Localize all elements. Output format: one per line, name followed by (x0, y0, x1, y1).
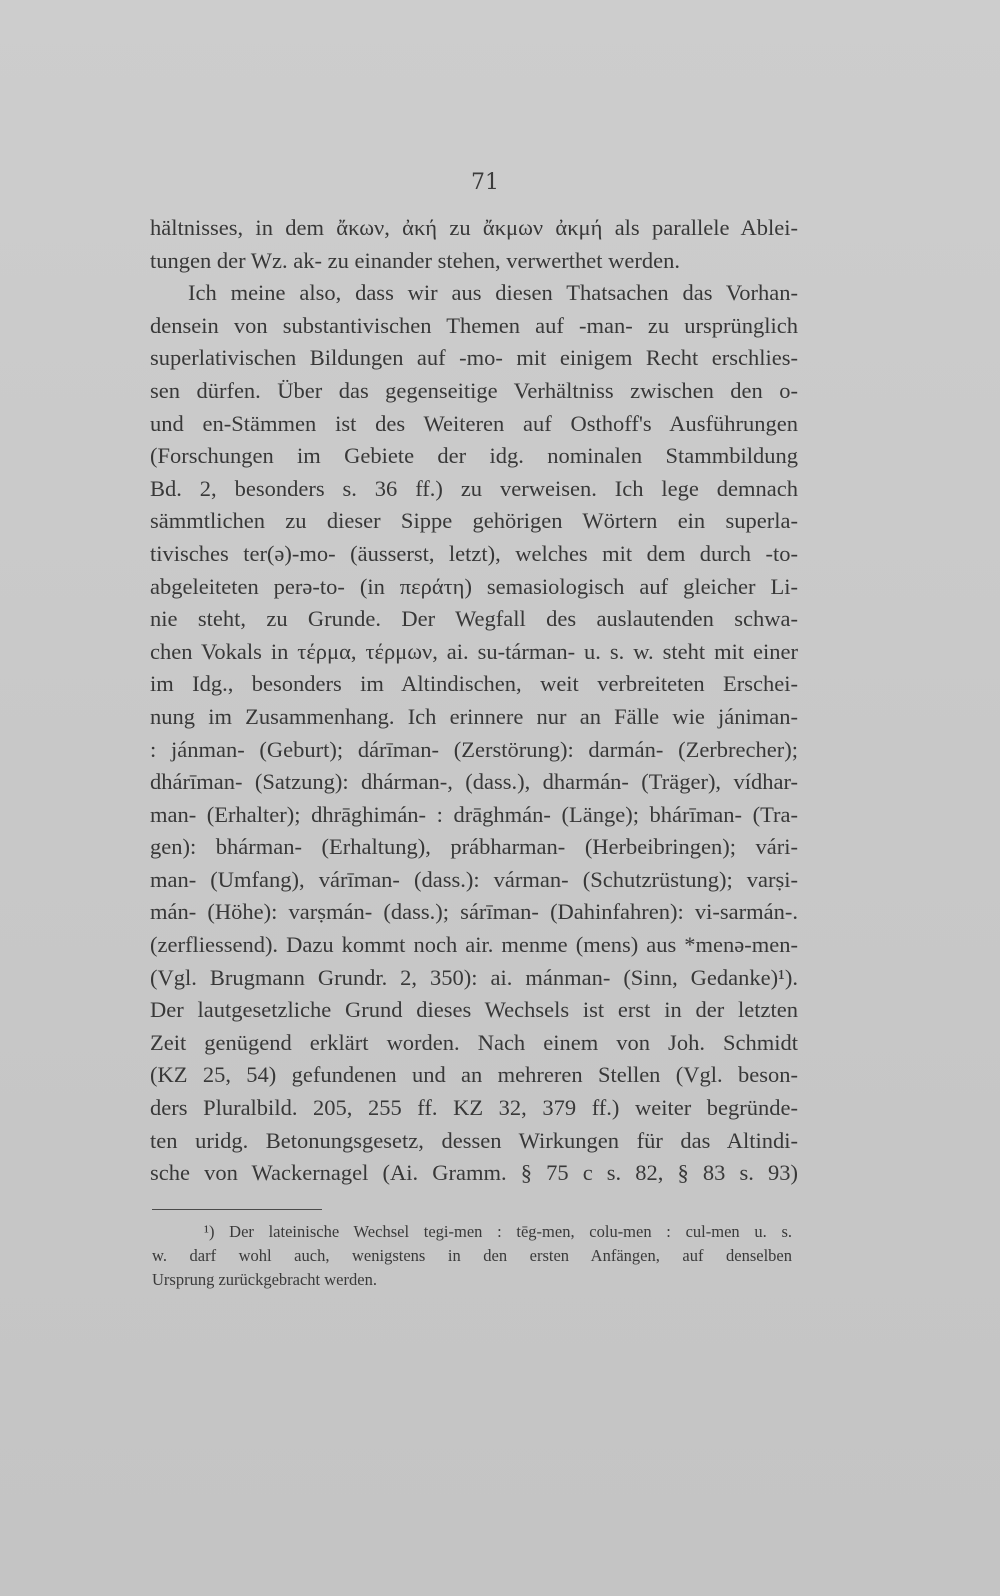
body-line: dhárīman- (Satzung): dhárman-, (dass.), dharmán- (Träger), vídhar- (150, 769, 798, 795)
body-line: Ich meine also, dass wir aus diesen Thatsachen das Vorhan- (188, 280, 798, 306)
body-line: abgeleiteten perə-to- (in περάτη) semasiologisch auf gleicher Li- (150, 573, 798, 599)
page-number: 71 (471, 170, 499, 195)
body-line: man- (Umfang), várīman- (dass.): várman- (Schutzrüstung); varṣi- (150, 866, 798, 892)
body-line: im Idg., besonders im Altindischen, weit verbreiteten Erschei- (150, 671, 798, 697)
body-line: : jánman- (Geburt); dárīman- (Zerstörung): darmán- (Zerbrecher); (150, 736, 798, 762)
body-line: densein von substantivischen Themen auf -man- zu ursprünglich (150, 312, 798, 338)
body-line: tungen der Wz. ak- zu einander stehen, verwerthet werden. (150, 247, 680, 273)
body-line: sämmtlichen zu dieser Sippe gehörigen Wörtern ein superla- (150, 508, 798, 534)
body-line: (KZ 25, 54) gefundenen und an mehreren Stellen (Vgl. beson- (150, 1062, 798, 1088)
body-line: nie steht, zu Grunde. Der Wegfall des auslautenden schwa- (150, 606, 798, 632)
body-line: gen): bhárman- (Erhaltung), prábharman- (Herbeibringen); vári- (150, 834, 798, 860)
body-line: ders Pluralbild. 205, 255 ff. KZ 32, 379 ff.) weiter begründe- (150, 1095, 798, 1121)
body-line: Der lautgesetzliche Grund dieses Wechsels ist erst in der letzten (150, 997, 798, 1023)
footnote-rule (152, 1209, 322, 1210)
body-line: superlativischen Bildungen auf -mo- mit einigem Recht erschlies- (150, 345, 798, 371)
body-line: ten uridg. Betonungsgesetz, dessen Wirkungen für das Altindi- (150, 1127, 798, 1153)
body-line: hältnisses, in dem ἄκων, ἀκή zu ἄκμων ἀκμή als parallele Ablei- (150, 215, 798, 240)
body-line: chen Vokals in τέρμα, τέρμων, ai. su-tárman- u. s. w. steht mit einer (150, 638, 798, 664)
body-line: (Vgl. Brugmann Grundr. 2, 350): ai. mánman- (Sinn, Gedanke)¹). (150, 964, 798, 990)
footnote-line: w. darf wohl auch, wenigstens in den ersten Anfängen, auf denselben (152, 1246, 792, 1265)
footnote-line: ¹) Der lateinische Wechsel tegi-men : tēg-men, colu-men : cul-men u. s. (204, 1222, 792, 1241)
body-line: nung im Zusammenhang. Ich erinnere nur an Fälle wie jániman- (150, 703, 798, 729)
body-line: (zerfliessend). Dazu kommt noch air. menme (mens) aus *menə-men- (150, 932, 798, 958)
body-line: Zeit genügend erklärt worden. Nach einem von Joh. Schmidt (150, 1029, 798, 1055)
body-line: sche von Wackernagel (Ai. Gramm. § 75 c s. 82, § 83 s. 93) (150, 1160, 798, 1186)
body-line: Bd. 2, besonders s. 36 ff.) zu verweisen. Ich lege demnach (150, 475, 798, 501)
body-line: (Forschungen im Gebiete der idg. nominalen Stammbildung (150, 443, 798, 469)
body-line: sen dürfen. Über das gegenseitige Verhältniss zwischen den o- (150, 377, 798, 403)
body-line: man- (Erhalter); dhrāghimán- : drāghmán- (Länge); bhárīman- (Tra- (150, 801, 798, 827)
body-line: und en-Stämmen ist des Weiteren auf Osthoff's Ausführungen (150, 410, 798, 436)
footnote-line: Ursprung zurückgebracht werden. (152, 1270, 377, 1289)
body-text (150, 212, 798, 1190)
body-line: mán- (Höhe): varṣmán- (dass.); sárīman- (Dahinfahren): vi-sarmán-. (150, 899, 798, 925)
footnote (152, 1220, 792, 1292)
body-line: tivisches ter(ə)-mo- (äusserst, letzt), welches mit dem durch -to- (150, 540, 798, 566)
